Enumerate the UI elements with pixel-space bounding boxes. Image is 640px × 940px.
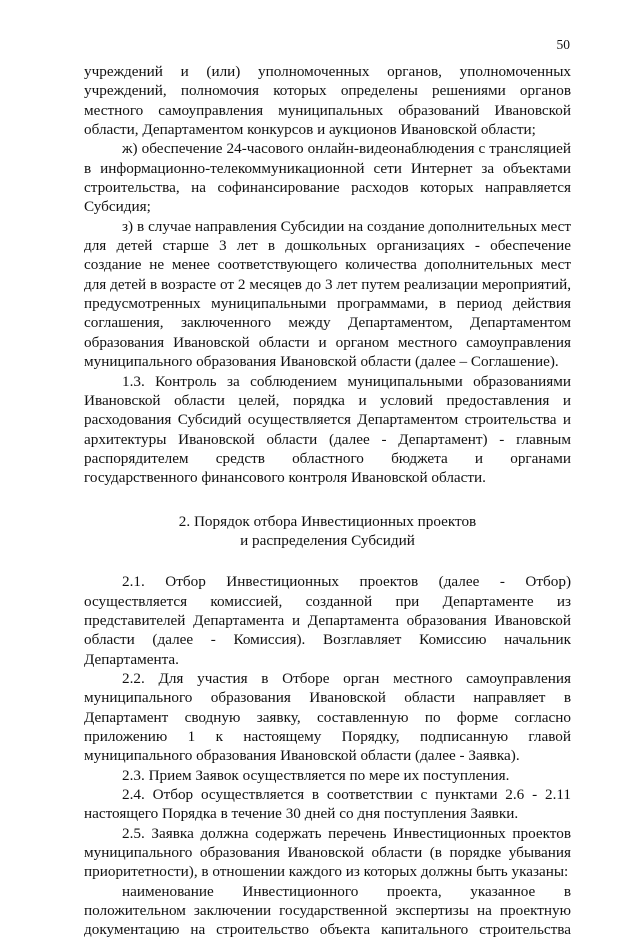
paragraph-1-3: 1.3. Контроль за соблюдением муниципальными образованиями Ивановской области целей, порядка и условий предоставления и расходования Субсидий осуществляется Департаментом строительства и архитектуры Ивановской области (далее - Департамент) - главным распорядителем средств областного бюджета и органами государственного финансового контроля Ивановской области. (84, 372, 571, 487)
paragraph-continuation: учреждений и (или) уполномоченных органов, уполномоченных учреждений, полномочия которых определены решениями органов местного самоуправления муниципальных образований Ивановской области, Департаментом конкурсов и аукционов Ивановской области; (84, 63, 571, 139)
paragraph-2-2: 2.2. Для участия в Отборе орган местного самоуправления муниципального образования Ивановской области направляет в Департамент сводную заявку, составленную по форме согласно приложению 1 к настоящему Порядку, подписанную главой муниципального образования Ивановской области (далее - Заявка). (84, 669, 571, 765)
paragraph-2-5: 2.5. Заявка должна содержать перечень Инвестиционных проектов муниципального образования Ивановской области (в порядке убывания приоритетности), в отношении каждого из которых должны быть указаны: (84, 824, 571, 881)
page-number: 50 (556, 37, 570, 52)
paragraph-2-4: 2.4. Отбор осуществляется в соответствии с пунктами 2.6 - 2.11 настоящего Порядка в течение 30 дней со дня поступления Заявки. (84, 786, 571, 823)
spacer (84, 488, 571, 512)
paragraph-2-3: 2.3. Прием Заявок осуществляется по мере их поступления. (122, 766, 510, 784)
section-heading-line-2: и распределения Субсидий (240, 531, 415, 549)
paragraph-2-1: 2.1. Отбор Инвестиционных проектов (далее - Отбор) осуществляется комиссией, созданной при Департаменте из представителей Департамента и Департамента образования Ивановской области (далее - Комиссия). Возглавляет Комиссию начальник Департамента. (84, 573, 571, 668)
paragraph-project-name: наименование Инвестиционного проекта, указанное в положительном заключении государственной экспертизы на проектную документацию на строительство объекта капитального строительства (84, 882, 571, 939)
paragraph-item-zh: ж) обеспечение 24-часового онлайн-видеонаблюдения с трансляцией в информационно-телекоммуникационной сети Интернет за объектами строительства, на софинансирование расходов которых направляется Субсидия; (84, 140, 571, 216)
spacer (84, 550, 571, 572)
section-heading-line-1: 2. Порядок отбора Инвестиционных проектов (178, 512, 477, 530)
document-body (84, 62, 571, 940)
paragraph-item-z: з) в случае направления Субсидии на создание дополнительных мест для детей старше 3 лет в дошкольных организациях - обеспечение создание не менее соответствующего количества дополнительных мест для детей в возрасте от 2 месяцев до 3 лет путем реализации мероприятий, предусмотренных муниципальными программами, в период действия соглашения, заключенного между Департаментом, Департаментом образования Ивановской области и органом местного самоуправления муниципального образования Ивановской области (далее – Соглашение). (84, 217, 571, 371)
